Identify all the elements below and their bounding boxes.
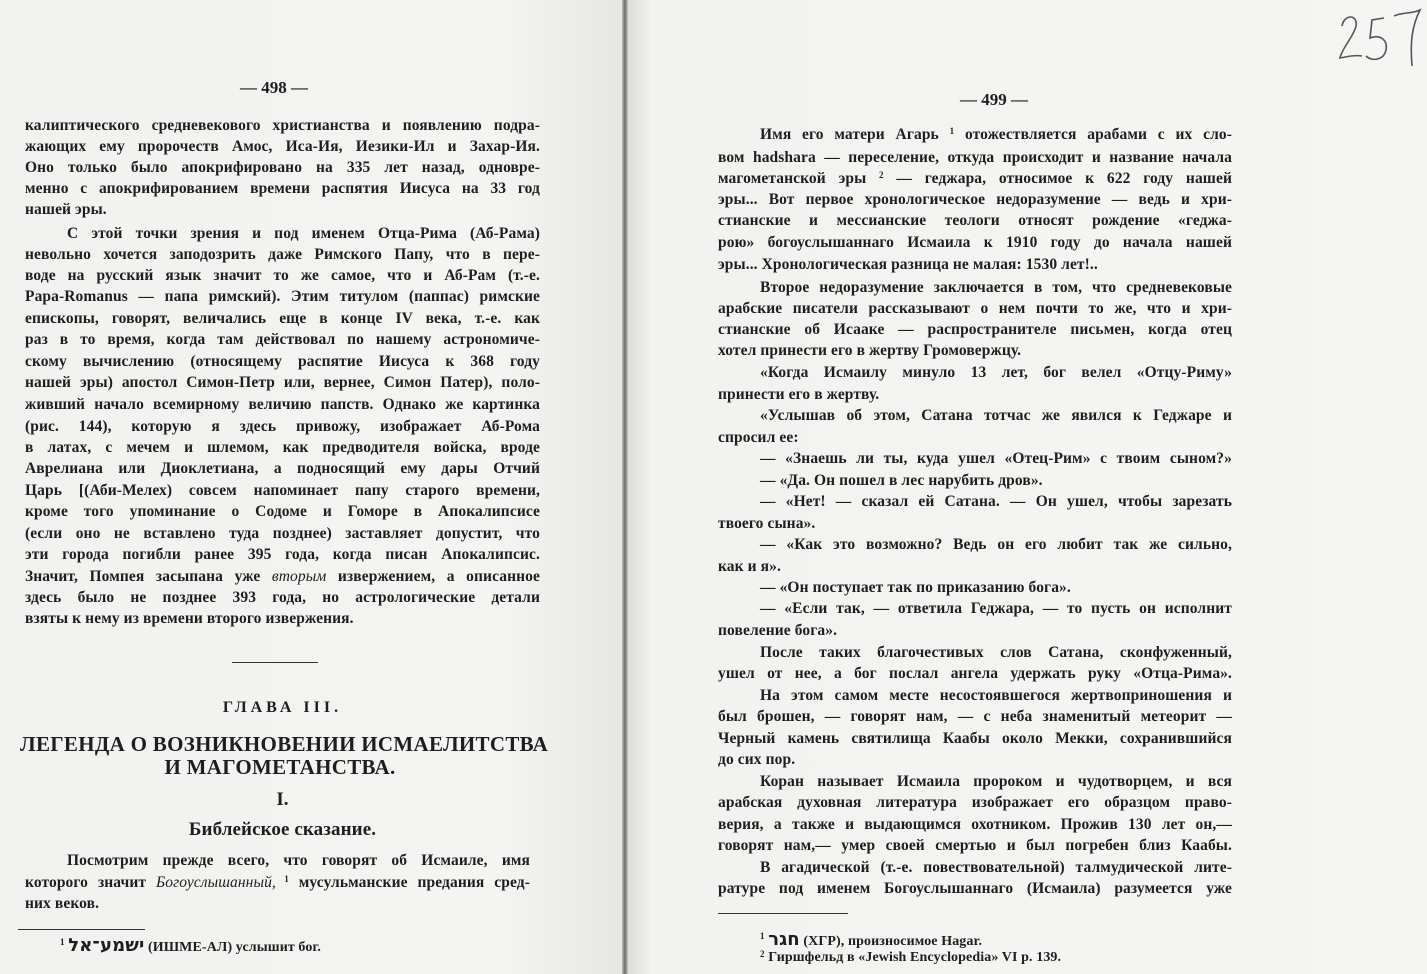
text-line: Аврелиана или Диоклетиана, а подносящий ему дары Отчий [25, 460, 540, 477]
text-segment: Имя его матери Агарь [760, 126, 950, 143]
text-line: невольно хочется заподозрить даже Римского Папу, что в пере- [25, 246, 540, 263]
text-line: (если оно не вставлено туда позднее) заставляет допустит, что [25, 525, 540, 542]
page-number: — 499 — [960, 90, 1028, 109]
section-title: Библейское сказание. [188, 819, 377, 840]
text-line: Царь [(Аби-Мелех) совсем напоминает папу старого времени, [25, 482, 540, 499]
text-segment: — геджара, относимое к 622 году нашей [883, 170, 1232, 187]
text-line: — «Он поступает так по приказанию бога». [760, 579, 1071, 596]
text-line: Второе недоразумение заключается в том, что средневековые [760, 279, 1232, 296]
footnote-1 [60, 935, 540, 957]
text-line [760, 124, 1232, 146]
text-line: нашей эры. [25, 201, 107, 218]
text-line: кроме того упоминание о Содоме и Гоморе в Апокалипсисе [25, 503, 540, 520]
page-number: — 498 — [240, 78, 308, 97]
text-line: эры... Хронологическая разница не малая: 1530 лет!.. [718, 256, 1098, 273]
text-line: (рис. 144), которую я здесь привожу, изображает Аб-Рома [25, 418, 540, 435]
text-line: воде на русский язык значит то же самое, что и Аб-Рам (т.-е. [25, 267, 540, 284]
chapter-title-line2: И МАГОМЕТАНСТВА. [164, 755, 396, 779]
section-divider [232, 662, 318, 663]
text-line: — «Как это возможно? Ведь он его любит так же сильно, [760, 536, 1232, 553]
text-line: стианские об Исааке — распространителе письмен, когда отец [718, 321, 1232, 338]
text-segment: извержением, а описанное [326, 568, 540, 585]
text-line: был брошен, — говорят нам, — с неба знаменитый метеорит — [718, 708, 1232, 725]
text-segment: Значит, Помпея засыпана уже [25, 568, 272, 585]
text-line: Коран называет Исмаила пророком и чудотворцем, и вся [760, 773, 1232, 790]
footnote-text: (ХГР), произносимое Hagar. [799, 934, 983, 949]
footnote-divider [718, 913, 848, 914]
footnote-mark: 2 [760, 949, 765, 959]
text-line: рою» богоуслышаннаго Исмаила к 1910 году до начала нашей [718, 234, 1232, 251]
text-segment: которого значит [25, 874, 157, 891]
handwritten-page-number [1336, 8, 1426, 70]
text-line: «Когда Исмаилу минуло 13 лет, бог велел «Отцу-Риму» [760, 364, 1232, 381]
text-line: твоего сына». [718, 515, 816, 532]
text-line: хотел принести его в жертву Громовержцу. [718, 342, 1022, 359]
text-line: — «Если так, — ответила Геджара, — то пусть он исполнит [760, 600, 1232, 617]
text-line: как и я». [718, 558, 781, 575]
text-line: — «Знаешь ли ты, куда ушел «Отец-Рим» с твоим сыном?» [760, 450, 1232, 467]
text-line: Посмотрим прежде всего, что говорят об Исмаиле, имя [67, 852, 530, 869]
text-line: арабская духовная литература изображает его образцом право- [718, 794, 1232, 811]
text-line: менно с апокрифированием времени распятия Иисуса на 33 год [25, 180, 540, 197]
text-line [25, 872, 530, 894]
text-line: ратуре под именем Богоуслышаннаго (Исмаила) разумеется уже [718, 880, 1232, 897]
left-page [0, 0, 622, 974]
text-line: до сих пор. [718, 751, 796, 768]
text-line: Papa-Romanus — папа римский). Этим титулом (паппас) римские [25, 288, 540, 305]
text-line: На этом самом месте несостоявшегося жертвоприношения и [760, 687, 1232, 704]
text-segment: отожествляется арабами с их сло- [954, 126, 1232, 143]
text-line: нашей эры) апостол Симон-Петр или, вернее, Симон Патер), поло- [25, 374, 540, 391]
text-line: — «Да. Он пошел в лес нарубить дров». [760, 472, 1043, 489]
text-line: После таких благочестивых слов Сатана, сконфуженный, [760, 644, 1232, 661]
text-line: арабские писатели рассказывают о нем почти то же, что и хри- [718, 300, 1232, 317]
text-line: «Услышав об этом, Сатана тотчас же явился к Геджаре и [760, 407, 1232, 424]
text-line: С этой точки зрения и под именем Отца-Рима (Аб-Рама) [67, 225, 540, 242]
text-line: принести его в жертву. [718, 386, 880, 403]
footnote-reference: 1 [949, 126, 955, 136]
italic-text: вторым [271, 568, 327, 585]
chapter-title-line1: ЛЕГЕНДА О ВОЗНИКНОВЕНИИ ИСМАЕЛИТСТВА [20, 732, 549, 756]
text-line: Оно только было апокрифировано на 335 лет назад, одновре- [25, 159, 540, 176]
text-line: — «Нет! — сказал ей Сатана. — Он ушел, чтобы зарезать [760, 493, 1232, 510]
text-line: спросил ее: [718, 429, 799, 446]
text-line [718, 168, 1232, 190]
section-number: I. [276, 789, 289, 810]
footnote-2 [760, 947, 1240, 969]
chapter-label: ГЛАВА III. [222, 699, 343, 716]
text-line: говорят нам,— умер своей смертью и был погребен близ Каабы. [718, 837, 1232, 854]
text-line [25, 566, 540, 588]
hebrew-word: ישמע־אל [68, 935, 145, 956]
text-line: раз в то время, когда там действовал по нашему астрономиче- [25, 331, 540, 348]
text-line: ушел от нее, а бог послал ангела удержать руку «Отца-Рима». [718, 665, 1232, 682]
footnote-mark: 1 [60, 937, 65, 947]
footnote-reference: 2 [879, 170, 884, 180]
footnote-divider [18, 929, 145, 930]
text-line: жающих ему пророчеств Амос, Иса-Ия, Иезики-Ил и Захар-Ия. [25, 138, 540, 155]
text-line: эти города погибли ранее 395 года, когда писан Апокалипсис. [25, 546, 540, 563]
text-line: в латах, с мечем и шлемом, как предводителя войска, вроде [25, 439, 540, 456]
text-line: скому вычислению (относящему распятие Иисуса к 368 году [25, 353, 540, 370]
footnote-text: Гиршфельд в «Jewish Encyclopedia» VI p. 139. [768, 950, 1062, 965]
text-line: живший начало всемирному величию папств. Однако же картинка [25, 396, 540, 413]
text-line: верия, а также и выдающимся охотником. Прожив 130 лет он,— [718, 816, 1232, 833]
text-segment: мусульманские предания сред- [288, 874, 530, 891]
text-line: Черный камень святилища Каабы около Мекки, сохранившийся [718, 730, 1232, 747]
text-line: повеление бога». [718, 622, 838, 639]
text-line: взяты к нему из времени второго извержения. [25, 610, 354, 627]
text-segment: магометанской эры [718, 170, 880, 187]
text-line: стианские и мессианские теологи относят рождение «геджа- [718, 212, 1232, 229]
footnote-mark: 1 [760, 931, 765, 941]
text-line: В агадической (т.-е. повествовательной) талмудической лите- [760, 859, 1232, 876]
text-line: епископы, говорят, величались еще в конце IV века, т.-е. как [25, 310, 540, 327]
text-line: них веков. [25, 895, 100, 912]
right-page [628, 0, 1427, 974]
footnote-text: (ИШМЕ-АЛ) услышит бог. [144, 940, 321, 955]
italic-text: Богоуслышанный, [156, 874, 276, 891]
text-line: вом hadshara — переселение, откуда происходит и название начала [718, 149, 1232, 166]
hebrew-word: חגר [768, 929, 800, 950]
text-line: эры... Вот первое хронологическое недоразумение — ведь и хри- [718, 191, 1232, 208]
text-line: калиптического средневекового христианства и появлению подра- [25, 117, 540, 134]
footnote-reference: 1 [275, 874, 289, 884]
text-line: здесь было не позднее 393 года, но астрологические детали [25, 589, 540, 606]
